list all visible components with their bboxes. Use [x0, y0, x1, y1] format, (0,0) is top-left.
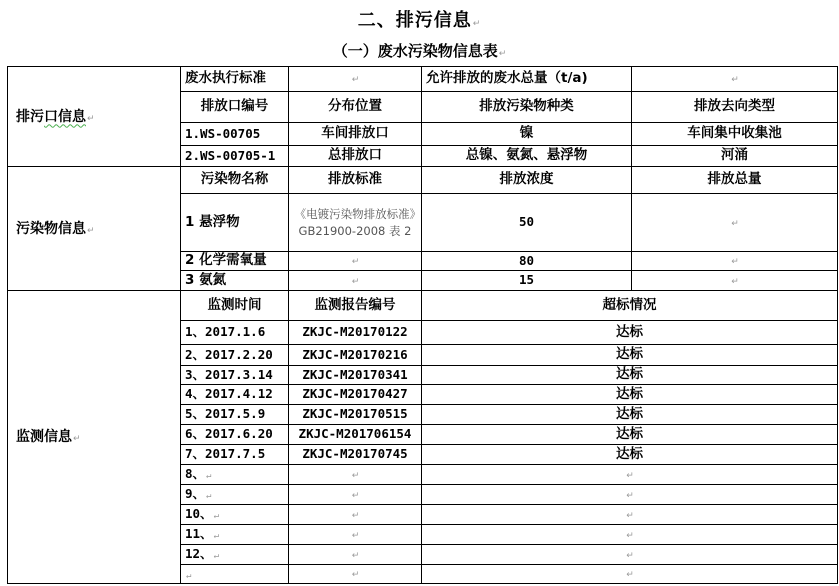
- monitor-status: 达标: [422, 405, 838, 425]
- outlet-pollutants: 总镍、氨氮、悬浮物: [422, 146, 632, 167]
- label-text: 污染物信息: [16, 220, 86, 237]
- monitor-report-id: ZKJC-M20170341: [289, 366, 422, 385]
- monitoring-section-label: [8, 291, 181, 584]
- paragraph-mark-icon: ↵: [626, 470, 634, 481]
- pollutant-concentration: 80: [422, 252, 632, 271]
- pollutant-name: 2 化学需氧量: [181, 252, 289, 271]
- section-title-text: 二、排污信息: [357, 10, 472, 31]
- monitor-time[interactable]: [181, 465, 289, 485]
- monitor-status-cell[interactable]: [422, 525, 838, 545]
- outlet-location: 车间排放口: [289, 123, 422, 146]
- paragraph-mark-icon: ↵: [731, 257, 739, 268]
- column-header: 超标情况: [422, 291, 838, 321]
- monitor-time: 3、2017.3.14: [181, 366, 289, 385]
- paragraph-mark-icon: ↵: [73, 434, 81, 444]
- column-header: 排放总量: [632, 167, 838, 194]
- monitor-report-id: ZKJC-M20170745: [289, 445, 422, 465]
- paragraph-mark-icon: ↵: [731, 218, 739, 229]
- paragraph-mark-icon: ↵: [731, 75, 739, 86]
- paragraph-mark-icon: ↵: [351, 490, 360, 501]
- pollutant-total-cell[interactable]: [632, 194, 838, 252]
- table-header-row: [8, 291, 838, 321]
- column-header: 监测报告编号: [289, 291, 422, 321]
- paragraph-mark-icon: ↵: [351, 570, 360, 581]
- table-title-text: （一）废水污染物信息表: [332, 42, 498, 60]
- monitor-status-cell[interactable]: [422, 565, 838, 584]
- section-title: [0, 6, 839, 32]
- column-header: 排放标准: [289, 167, 422, 194]
- outlet-section-label: [8, 67, 181, 167]
- paragraph-mark-icon: ↵: [626, 510, 634, 521]
- paragraph-mark-icon: ↵: [206, 471, 212, 481]
- label-text: 排污: [16, 108, 44, 125]
- paragraph-mark-icon: ↵: [626, 490, 634, 501]
- monitor-time-text: 11、: [185, 526, 213, 541]
- paragraph-mark-icon: ↵: [731, 276, 739, 287]
- paragraph-mark-icon: ↵: [472, 19, 482, 29]
- monitor-status: 达标: [422, 366, 838, 385]
- paragraph-mark-icon: ↵: [351, 257, 360, 268]
- monitor-status-cell[interactable]: [422, 505, 838, 525]
- monitor-time: 2、2017.2.20: [181, 345, 289, 366]
- monitor-status-cell[interactable]: [422, 465, 838, 485]
- paragraph-mark-icon: ↵: [213, 551, 219, 561]
- paragraph-mark-icon: ↵: [351, 510, 360, 521]
- label-text-underlined: 口信息: [44, 108, 86, 125]
- monitor-time-text: 8、: [185, 466, 206, 481]
- pollutant-concentration: 15: [422, 271, 632, 291]
- monitor-report-cell[interactable]: [289, 545, 422, 565]
- paragraph-mark-icon: ↵: [498, 49, 507, 59]
- monitor-status: 达标: [422, 385, 838, 405]
- table-header-row: [8, 167, 838, 194]
- monitor-time: 7、2017.7.5: [181, 445, 289, 465]
- standard-label: 废水执行标准: [181, 67, 289, 92]
- monitor-report-id: ZKJC-M20170122: [289, 321, 422, 345]
- monitor-status: 达标: [422, 321, 838, 345]
- monitor-time: 4、2017.4.12: [181, 385, 289, 405]
- paragraph-mark-icon: ↵: [186, 570, 192, 581]
- monitor-time-text: 9、: [185, 486, 206, 501]
- monitor-time[interactable]: [181, 565, 289, 584]
- monitor-report-cell[interactable]: [289, 505, 422, 525]
- table-row: [8, 67, 838, 92]
- standard-value-cell[interactable]: [289, 67, 422, 92]
- monitor-report-id: ZKJC-M20170427: [289, 385, 422, 405]
- monitor-time[interactable]: [181, 485, 289, 505]
- outlet-id: 1.WS-00705: [181, 123, 289, 146]
- monitor-report-cell[interactable]: [289, 565, 422, 584]
- paragraph-mark-icon: ↵: [351, 530, 360, 541]
- monitor-report-cell[interactable]: [289, 485, 422, 505]
- monitor-status-cell[interactable]: [422, 485, 838, 505]
- paragraph-mark-icon: ↵: [87, 225, 95, 236]
- monitor-time-text: 10、: [185, 506, 213, 521]
- pollutant-standard-cell[interactable]: [289, 271, 422, 291]
- paragraph-mark-icon: ↵: [626, 530, 634, 541]
- monitor-status: 达标: [422, 425, 838, 445]
- monitor-time: 5、2017.5.9: [181, 405, 289, 425]
- paragraph-mark-icon: ↵: [351, 550, 360, 561]
- outlet-id: 2.WS-00705-1: [181, 146, 289, 167]
- paragraph-mark-icon: ↵: [206, 491, 212, 501]
- outlet-destination: 车间集中收集池: [632, 123, 838, 146]
- paragraph-mark-icon: ↵: [626, 550, 634, 561]
- monitor-report-id: ZKJC-M20170216: [289, 345, 422, 366]
- column-header: 分布位置: [289, 92, 422, 123]
- outlet-pollutants: 镍: [422, 123, 632, 146]
- paragraph-mark-icon: ↵: [351, 75, 360, 86]
- monitor-status: 达标: [422, 345, 838, 366]
- monitor-status-cell[interactable]: [422, 545, 838, 565]
- monitor-time-text: 12、: [185, 546, 213, 561]
- column-header: 排放污染物种类: [422, 92, 632, 123]
- outlet-destination: 河涌: [632, 146, 838, 167]
- pollutant-total-cell[interactable]: [632, 271, 838, 291]
- column-header: 排放口编号: [181, 92, 289, 123]
- table-title: [0, 40, 839, 61]
- monitor-report-cell[interactable]: [289, 465, 422, 485]
- monitor-report-id: ZKJC-M20170515: [289, 405, 422, 425]
- paragraph-mark-icon: ↵: [351, 470, 360, 481]
- column-header: 监测时间: [181, 291, 289, 321]
- label-text: 监测信息: [16, 429, 72, 445]
- monitor-time[interactable]: [181, 505, 289, 525]
- outlet-location: 总排放口: [289, 146, 422, 167]
- paragraph-mark-icon: ↵: [351, 276, 360, 287]
- pollutant-name: 1 悬浮物: [181, 194, 289, 252]
- monitor-report-id: ZKJC-M201706154: [289, 425, 422, 445]
- pollutant-name: 3 氨氮: [181, 271, 289, 291]
- allowed-total-label: 允许排放的废水总量（t/a): [422, 67, 632, 92]
- monitor-time[interactable]: [181, 545, 289, 565]
- allowed-total-value-cell[interactable]: [632, 67, 838, 92]
- monitor-time[interactable]: [181, 525, 289, 545]
- monitor-report-cell[interactable]: [289, 525, 422, 545]
- paragraph-mark-icon: ↵: [213, 531, 219, 541]
- pollutant-standard-cell[interactable]: [289, 252, 422, 271]
- paragraph-mark-icon: ↵: [87, 113, 95, 124]
- paragraph-mark-icon: ↵: [213, 511, 219, 521]
- pollutant-section-label: [8, 167, 181, 291]
- column-header: 污染物名称: [181, 167, 289, 194]
- column-header: 排放去向类型: [632, 92, 838, 123]
- paragraph-mark-icon: ↵: [626, 570, 634, 581]
- wastewater-pollutant-table: [7, 66, 838, 584]
- monitor-time: 6、2017.6.20: [181, 425, 289, 445]
- pollutant-standard: 《电镀污染物排放标准》GB21900-2008 表 2: [289, 194, 422, 252]
- pollutant-total-cell[interactable]: [632, 252, 838, 271]
- pollutant-concentration: 50: [422, 194, 632, 252]
- monitor-status: 达标: [422, 445, 838, 465]
- column-header: 排放浓度: [422, 167, 632, 194]
- monitor-time: 1、2017.1.6: [181, 321, 289, 345]
